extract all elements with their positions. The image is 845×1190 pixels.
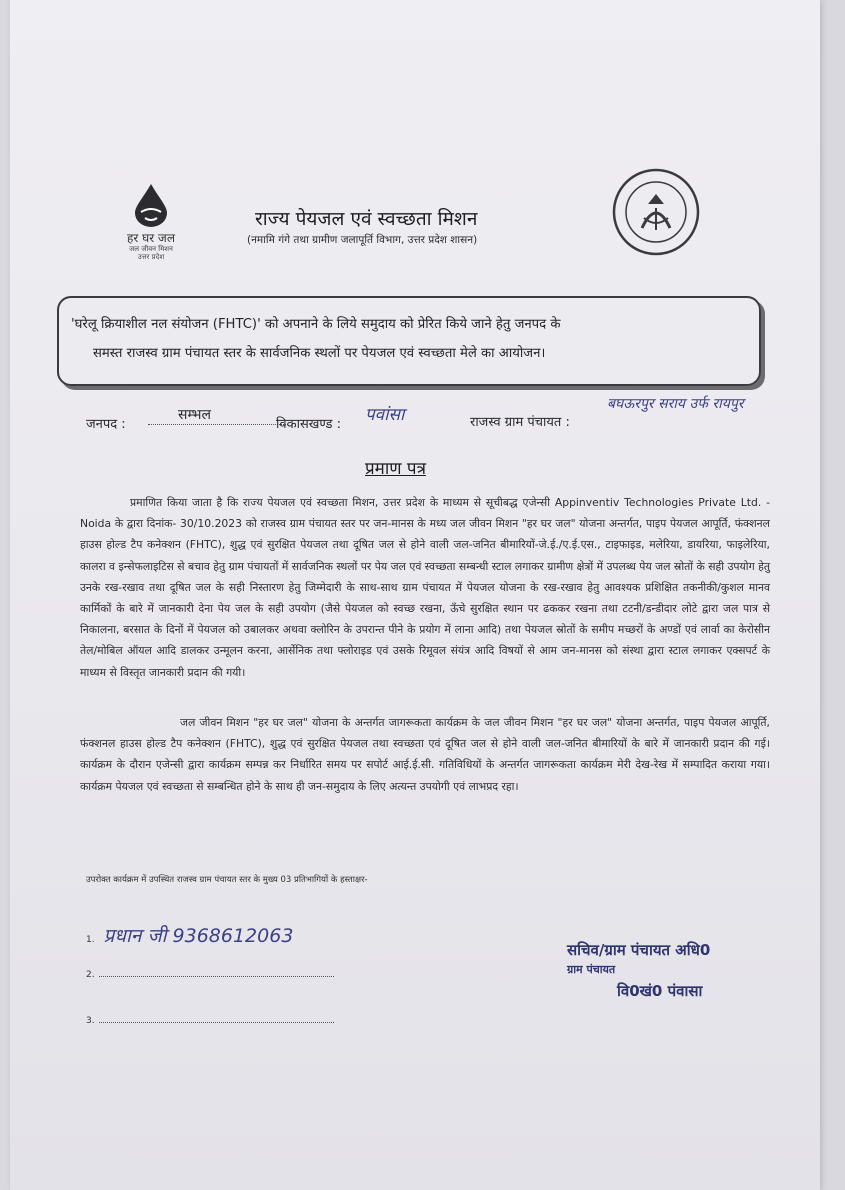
document-page	[10, 0, 820, 1190]
stamp-line-2: ग्राम पंचायत	[567, 963, 616, 976]
janpad-field	[148, 404, 288, 425]
signature-line-1-value: प्रधान जी 9368612063	[103, 925, 294, 947]
stamp-line-3: वि0खं0 पंवासा	[617, 982, 703, 1000]
event-title-box	[57, 296, 761, 386]
water-drop-icon	[131, 182, 171, 228]
vikaskhand-label: विकासखण्ड :	[276, 417, 342, 432]
signature-line-2-number: 2.	[86, 970, 95, 980]
logo-caption: हर घर जल	[127, 231, 175, 245]
event-title-line-2: समस्त राजस्व ग्राम पंचायत स्तर के सार्वजनिक स्थलों पर पेयजल एवं स्वच्छता मेले का आयोजन।	[93, 346, 546, 361]
panchayat-value: बघऊरपुर सराय उर्फ रायपुर	[607, 396, 744, 412]
official-stamp	[567, 940, 797, 1001]
logo-subcaption: जल जीवन मिशन	[129, 245, 173, 253]
page-title: राज्य पेयजल एवं स्वच्छता मिशन	[255, 208, 478, 230]
signature-line-3	[86, 1016, 334, 1026]
page-subtitle: (नमामि गंगे तथा ग्रामीण जलापूर्ति विभाग, उत्तर प्रदेश शासन)	[247, 234, 478, 246]
signature-line-1	[86, 922, 293, 948]
signature-line-1-number: 1.	[86, 935, 95, 945]
certificate-heading: प्रमाण पत्र	[365, 459, 426, 479]
panchayat-label: राजस्व ग्राम पंचायत :	[470, 415, 570, 430]
signature-line-3-number: 3.	[86, 1016, 95, 1026]
logo-subcaption-2: उत्तर प्रदेश	[137, 253, 165, 261]
janpad-value: सम्भल	[148, 405, 288, 425]
janpad-label: जनपद :	[86, 417, 126, 432]
vikaskhand-value: पवांसा	[365, 405, 405, 425]
har-ghar-jal-logo	[120, 182, 182, 261]
up-government-seal-icon	[612, 168, 700, 256]
signature-line-2	[86, 970, 334, 980]
certificate-paragraph-1: प्रमाणित किया जाता है कि राज्य पेयजल एवं स्वच्छता मिशन, उत्तर प्रदेश के माध्यम से सूचीबद्ध एजेन्सी Appinventiv Technologies Private Ltd. - Noida के द्वारा दिनांक- 30/10.2023 को राजस्व ग्राम पंचायत स्तर पर जन-मानस के मध्य जल जीवन मिशन "हर घर जल" योजना अन्तर्गत, पाइप पेयजल आपूर्ति, फंक्शनल हाउस होल्ड टैप कनेक्शन (FHTC), शुद्ध एवं सुरक्षित पेयजल तथा दूषित जल से होने वाली जल-जनित बीमारियों-जे.ई./ए.ई.एस., टाइफाइड, मलेरिया, डायरिया, फाइलेरिया, कालरा व इन्सेफलाइटिस से बचाव हेतु ग्राम पंचायतों में सार्वजनिक स्थलों पर पेय जल एवं स्वच्छता सम्बन्धी स्टाल लगाकर ग्रामीण क्षेत्रों में उपलब्ध पेय जल स्रोतों के सही उपयोग हेतु उनके रख-रखाव तथा दूषित जल के सही निस्तारण हेतु जिम्मेदारी के साथ-साथ ग्राम पंचायत में पेयजल योजना के रख-रखाव हेतु आवश्यक प्रशिक्षित तकनीकी/कुशल मानव कार्मिकों के बारे में जानकारी देना पेय जल के सही उपयोग (जैसे पेयजल को स्वच्छ रखना, ऊँचे सुरक्षित स्थान पर ढककर रखना तथा टटनी/डन्डीदार लोटे द्वारा जल पात्र से निकालना, बरसात के दिनों में पेयजल को उबालकर अथवा क्लोरिन के उपरान्त पीने के प्रयोग में लाना आदि) तथा पेयजल स्रोतों के समीप मच्छरों के अण्डों एवं लार्वा का केरोसीन तेल/मोबिल ऑयल आदि डालकर उन्मूलन करना, आर्सेनिक तथा फ्लोराइड एवं उसके रिमूवल संयंत्र आदि विषयों से आम जन-मानस को संस्था द्वारा स्टाल लगाकर एक्सपर्ट के माध्यम से विस्तृत जानकारी प्रदान की गयी।	[80, 496, 771, 679]
certificate-paragraph-2: जल जीवन मिशन "हर घर जल" योजना के अन्तर्गत जागरूकता कार्यक्रम के जल जीवन मिशन "हर घर जल" योजना अन्तर्गत, पाइप पेयजल आपूर्ति, फंक्शनल हाउस होल्ड टैप कनेक्शन (FHTC), शुद्ध एवं सुरक्षित पेयजल तथा स्वच्छता एवं दूषित जल से होने वाली जल-जनित बीमारियों के बारे में जानकारी प्रदान की गई। कार्यक्रम के दौरान एजेन्सी द्वारा कार्यक्रम सम्पन्न कर निर्धारित समय पर सपोर्ट आई.ई.सी. गतिविधियों के अन्तर्गत जागरूकता कार्यक्रम मेरी देख-रेख में सम्पादित कराया गया। कार्यक्रम पेयजल एवं स्वच्छता से सम्बन्धित होने के साथ ही जन-समुदाय के लिए अत्यन्त उपयोगी एवं लाभप्रद रहा।	[80, 716, 770, 793]
signature-intro: उपरोक्त कार्यक्रम में उपस्थित राजस्व ग्राम पंचायत स्तर के मुख्य 03 प्रतिभागियों के हस्ताक्षर-	[86, 875, 368, 885]
stamp-line-1: सचिव/ग्राम पंचायत अधि0	[567, 941, 711, 959]
event-title-line-1: 'घरेलू क्रियाशील नल संयोजन (FHTC)' को अपनाने के लिये समुदाय को प्रेरित किये जाने हेतु जनपद के	[71, 317, 561, 332]
